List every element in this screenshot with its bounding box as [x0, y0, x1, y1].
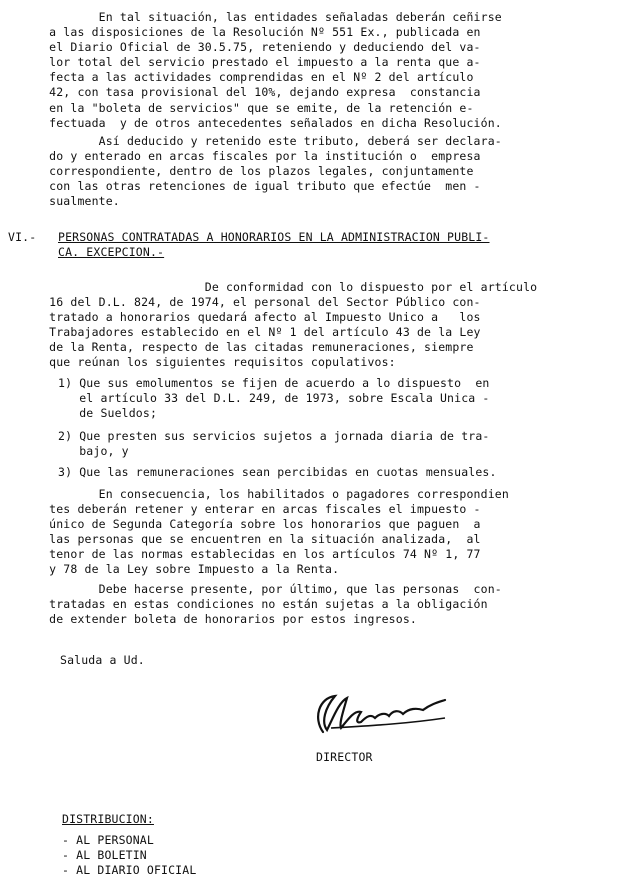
distribution-heading: DISTRIBUCION:: [62, 812, 154, 826]
distribution-item: - AL DIARIO OFICIAL: [62, 863, 197, 877]
paragraph-declaration: Así deducido y retenido este tributo, deberá ser declara- do y enterado en arcas fiscales por la institución o empresa correspondiente, dentro de los plazos legales, conjuntamente con las otras retenciones de igual tributo que efectúe men - sualmente.: [49, 134, 502, 209]
section-title: PERSONAS CONTRATADAS A HONORARIOS EN LA ADMINISTRACION PUBLI- CA. EXCEPCION.-: [58, 230, 490, 260]
requirement-1: 1) Que sus emolumentos se fijen de acuerdo a lo dispuesto en el artículo 33 del D.L. 249, de 1973, sobre Escala Unica - de Sueldos;: [58, 376, 490, 421]
paragraph-consequence: En consecuencia, los habilitados o pagadores correspondien tes deberán retener y enterar en arcas fiscales el impuesto - único de Segunda Categoría sobre los honorarios que paguen a las personas que se encuentren en la situación analizada, al tenor de las normas establecidas en los artículos 74 Nº 1, 77 y 78 de la Ley sobre Impuesto a la Renta.: [49, 487, 509, 577]
closing-salutation: Saluda a Ud.: [60, 653, 145, 667]
distribution-item: - AL BOLETIN: [62, 848, 147, 862]
paragraph-final-note: Debe hacerse presente, por último, que las personas con- tratadas en estas condiciones no están sujetas a la obligación de extender boleta de honorarios por estos ingresos.: [49, 582, 502, 627]
requirement-3: 3) Que las remuneraciones sean percibidas en cuotas mensuales.: [58, 465, 497, 479]
section-number: VI.-: [8, 230, 37, 244]
signer-title: DIRECTOR: [316, 750, 373, 764]
distribution-item: - AL PERSONAL: [62, 833, 154, 847]
requirement-2: 2) Que presten sus servicios sujetos a jornada diaria de tra- bajo, y: [58, 429, 490, 459]
paragraph-conformity: De conformidad con lo dispuesto por el artículo 16 del D.L. 824, de 1974, el personal del Sector Público con- tratado a honorarios quedará afecto al Impuesto Unico a los Trabajadores establecido en el Nº 1 del artículo 43 de la Ley de la Renta, respecto de las citadas remuneraciones, siempre que reúnan los siguientes requisitos copulativos:: [49, 280, 538, 370]
signature-image: [305, 688, 455, 738]
paragraph-withholding: En tal situación, las entidades señaladas deberán ceñirse a las disposiciones de la Resolución Nº 551 Ex., publicada en el Diario Oficial de 30.5.75, reteniendo y deduciendo del va- lor total del servicio prestado el impuesto a la renta que a- fecta a las actividades comprendidas en el Nº 2 del artículo 42, con tasa provisional del 10%, dejando expresa constancia en la "boleta de servicios" que se emite, de la retención e- fectuada y de otros antecedentes señalados en dicha Resolución.: [49, 10, 502, 130]
